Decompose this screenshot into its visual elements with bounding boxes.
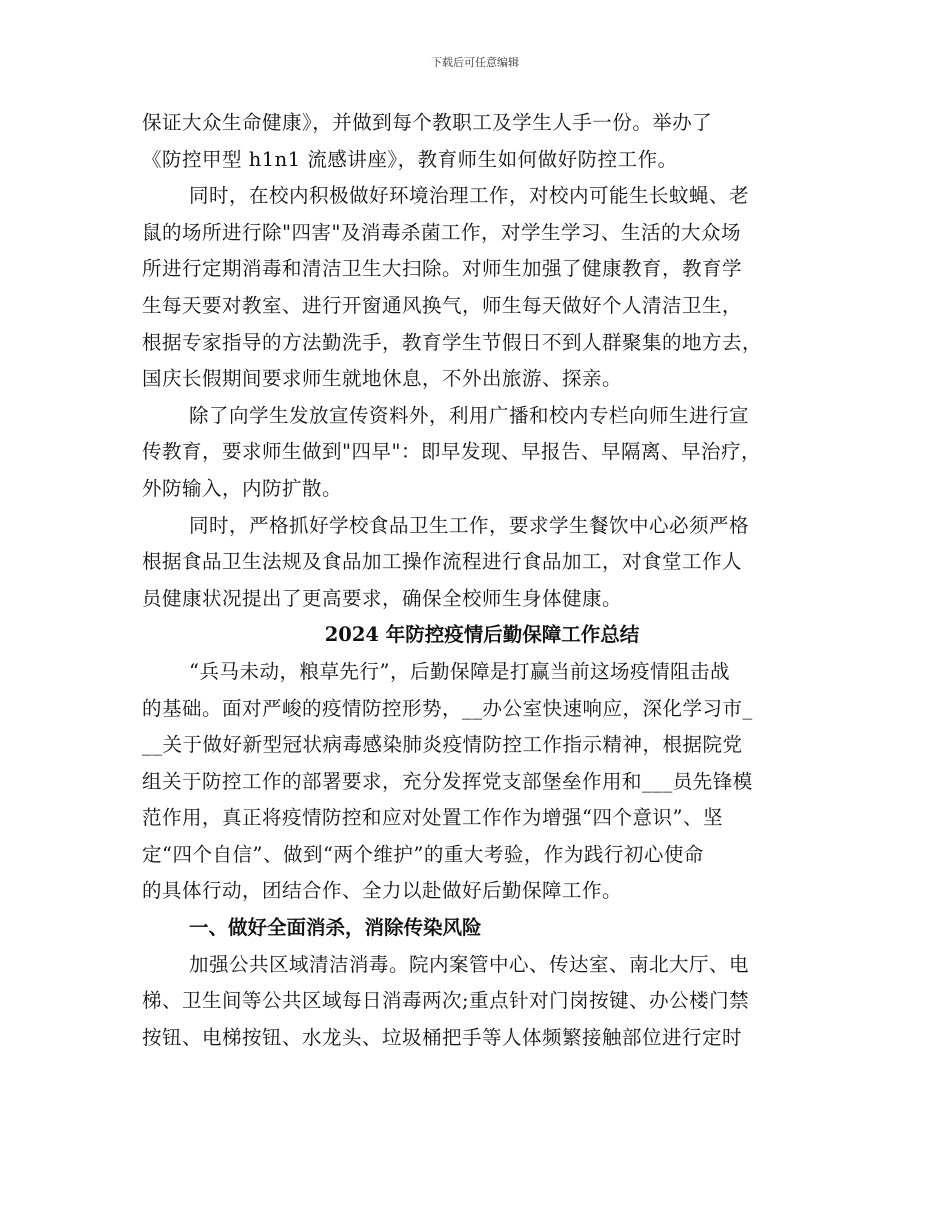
- text-line: 根据专家指导的方法勤洗手，教育学生节假日不到人群聚集的地方去，: [142, 330, 763, 354]
- text-line: 国庆长假期间要求师生就地休息，不外出旅游、探亲。: [142, 367, 623, 391]
- text-line: 梯、卫生间等公共区域每日消毒两次;重点针对门岗按键、办公楼门禁: [142, 989, 750, 1013]
- text-line: 范作用，真正将疫情防控和应对处置工作作为增强“四个意识”、坚: [142, 806, 723, 830]
- text-line: 的具体行动，团结合作、全力以赴做好后勤保障工作。: [142, 879, 623, 903]
- text-line: “兵马未动，粮草先行”，后勤保障是打赢当前这场疫情阻击战: [189, 659, 730, 683]
- text-line: 《防控甲型 h1n1 流感讲座》，教育师生如何做好防控工作。: [142, 147, 678, 171]
- text-line: 鼠的场所进行除"四害"及消毒杀菌工作，对学生学习、生活的大众场: [142, 220, 741, 244]
- text-line: 所进行定期消毒和清洁卫生大扫除。对师生加强了健康教育，教育学: [142, 257, 743, 281]
- text-line: 保证大众生命健康》，并做到每个教职工及学生人手一份。举办了: [142, 111, 713, 134]
- text-line: 根据食品卫生法规及食品加工操作流程进行食品加工，对食堂工作人: [142, 550, 743, 574]
- text-line: 组关于防控工作的部署要求，充分发挥党支部堡垒作用和___员先锋模: [142, 769, 753, 793]
- section-title: 2024 年防控疫情后勤保障工作总结: [324, 623, 640, 647]
- text-line: 除了向学生发放宣传资料外，利用广播和校内专栏向师生进行宣: [189, 403, 750, 427]
- text-line: 员健康状况提出了更高要求，确保全校师生身体健康。: [142, 586, 623, 610]
- text-line: 传教育，要求师生做到"四早"：即早发现、早报告、早隔离、早治疗，: [142, 440, 761, 464]
- text-line: 外防输入，内防扩散。: [142, 476, 343, 500]
- text-line: 生每天要对教室、进行开窗通风换气，师生每天做好个人清洁卫生，: [142, 293, 743, 317]
- text-line: 按钮、电梯按钮、水龙头、垃圾桶把手等人体频繁接触部位进行定时: [142, 1025, 743, 1049]
- text-line: 同时，严格抓好学校食品卫生工作，要求学生餐饮中心必须严格: [189, 513, 750, 537]
- section-heading: 一、做好全面消杀，消除传染风险: [189, 916, 482, 940]
- page-header: 下载后可任意编辑: [431, 56, 519, 69]
- text-line: 加强公共区域清洁消毒。院内案管中心、传达室、南北大厅、电: [189, 952, 750, 976]
- text-line: __关于做好新型冠状病毒感染肺炎疫情防控工作指示精神，根据院党: [142, 733, 743, 757]
- text-line: 的基础。面对严峻的疫情防控形势，__办公室快速响应，深化学习市_: [142, 696, 753, 720]
- document-body: [142, 105, 822, 1056]
- text-line: 同时，在校内积极做好环境治理工作，对校内可能生长蚊蝇、老: [189, 184, 750, 208]
- text-line: 定“四个自信”、做到“两个维护”的重大考验，作为践行初心使命: [142, 842, 704, 866]
